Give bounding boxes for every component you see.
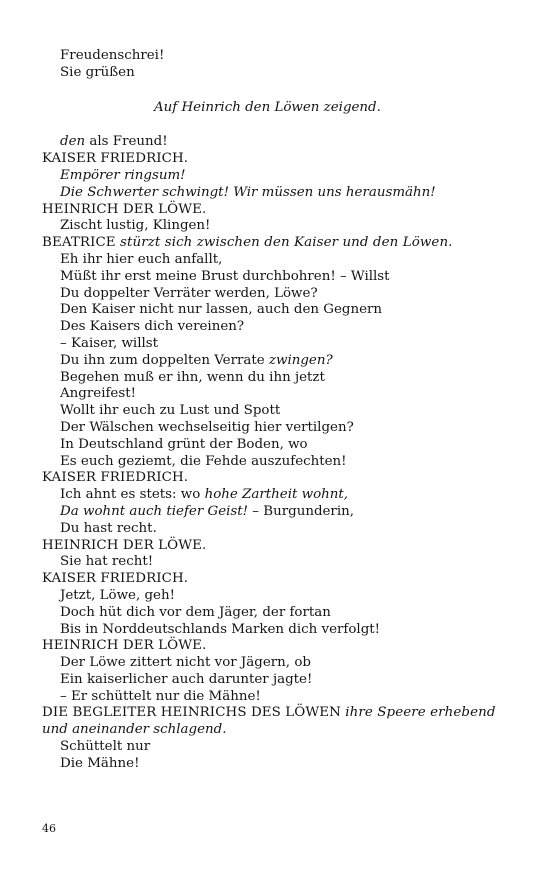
verse-line (42, 756, 512, 773)
text-span: Die Mähne! (60, 755, 140, 771)
verse-line (42, 672, 512, 689)
text-span: Wollt ihr euch zu Lust und Spott (60, 403, 281, 419)
verse-line (42, 386, 512, 403)
text-span: Doch hüt dich vor dem Jäger, der fortan (60, 604, 331, 620)
verse-line (42, 622, 512, 639)
verse-line (42, 370, 512, 387)
verse-line (42, 437, 512, 454)
text-span: HEINRICH DER LÖWE. (42, 638, 207, 654)
verse-line (42, 605, 512, 622)
text-span: Freudenschrei! (60, 48, 165, 63)
speaker-line (42, 571, 512, 588)
text-span: – Kaiser, willst (60, 335, 159, 351)
text-span: HEINRICH DER LÖWE. (42, 537, 207, 553)
verse-line (42, 588, 512, 605)
text-span: Sie grüßen (60, 64, 135, 80)
verse-line (42, 269, 512, 286)
speaker-line (42, 470, 512, 487)
speaker-line (42, 151, 512, 168)
verse-line (42, 521, 512, 538)
text-span: Ich ahnt es stets: wo (60, 487, 205, 503)
text-span: Des Kaisers dich vereinen? (60, 319, 245, 335)
verse-line (42, 689, 512, 706)
text-span: Der Löwe zittert nicht vor Jägern, ob (60, 655, 311, 671)
speaker-line (42, 638, 512, 655)
verse-line (42, 185, 512, 202)
verse-line (42, 487, 512, 504)
verse-line (42, 655, 512, 672)
text-span: Du doppelter Verräter werden, Löwe? (60, 285, 318, 301)
text-span: Zischt lustig, Klingen! (60, 218, 211, 234)
verse-line (42, 504, 512, 521)
text-span: Müßt ihr erst meine Brust durchbohren! – Willst (60, 268, 390, 284)
verse-line (42, 554, 512, 571)
verse-line (42, 168, 512, 185)
verse-line (42, 286, 512, 303)
stage-direction (42, 100, 512, 117)
page-number: 46 (42, 822, 56, 835)
speaker-line (42, 538, 512, 555)
italic-text: und aneinander schlagend. (42, 722, 227, 738)
text-span: Den Kaiser nicht nur lassen, auch den Gegnern (60, 302, 383, 318)
text-span: KAISER FRIEDRICH. (42, 151, 189, 167)
text-span: KAISER FRIEDRICH. (42, 470, 189, 486)
speaker-line (42, 705, 512, 722)
text-span: – Burgunderin, (248, 503, 355, 519)
text-span: Schüttelt nur (60, 739, 151, 755)
verse-line (42, 403, 512, 420)
italic-text: zwingen? (268, 352, 333, 368)
verse-line (42, 739, 512, 756)
italic-text: Da wohnt auch tiefer Geist! (60, 503, 249, 519)
italic-text: ihre Speere erhebend (345, 705, 496, 721)
verse-line (42, 319, 512, 336)
verse-line (42, 48, 512, 65)
drama-text-page (42, 48, 512, 773)
text-span: Eh ihr hier euch anfallt, (60, 251, 223, 267)
text-span: BEATRICE (42, 235, 121, 251)
verse-line (42, 65, 512, 82)
verse-line (42, 454, 512, 471)
verse-line (42, 336, 512, 353)
verse-line (42, 218, 512, 235)
verse-line (42, 302, 512, 319)
text-span: Es euch geziemt, die Fehde auszufechten! (60, 453, 347, 469)
italic-text: Die Schwerter schwingt! Wir müssen uns herausmähn! (60, 184, 436, 200)
text-span: Du hast recht. (60, 520, 157, 536)
text-span: HEINRICH DER LÖWE. (42, 201, 207, 217)
text-span: Bis in Norddeutschlands Marken dich verfolgt! (60, 621, 381, 637)
text-span: In Deutschland grünt der Boden, wo (60, 436, 308, 452)
text-span: Der Wälschen wechselseitig hier vertilgen? (60, 419, 354, 435)
verse-line (42, 420, 512, 437)
text-span: als Freund! (85, 134, 168, 150)
text-span: Angreifest! (60, 386, 136, 402)
text-span: Begehen muß er ihn, wenn du ihn jetzt (60, 369, 325, 385)
verse-line (42, 134, 512, 151)
speaker-line (42, 235, 512, 252)
text-span: – Er schüttelt nur die Mähne! (60, 688, 261, 704)
text-span: Auf Heinrich den Löwen zeigend. (154, 99, 381, 115)
stage-direction-continued (42, 722, 512, 739)
italic-text: den (60, 134, 86, 150)
text-span: Sie hat recht! (60, 554, 154, 570)
text-span: Du ihn zum doppelten Verrate (60, 352, 269, 368)
text-span: KAISER FRIEDRICH. (42, 571, 189, 587)
text-span: Ein kaiserlicher auch darunter jagte! (60, 671, 313, 687)
italic-text: stürzt sich zwischen den Kaiser und den Löwen. (120, 235, 453, 251)
italic-text: Empörer ringsum! (60, 167, 186, 183)
italic-text: hohe Zartheit wohnt, (204, 487, 349, 503)
speaker-line (42, 202, 512, 219)
text-span: Jetzt, Löwe, geh! (60, 587, 175, 603)
text-span: DIE BEGLEITER HEINRICHS DES LÖWEN (42, 705, 346, 721)
verse-line (42, 252, 512, 269)
verse-line (42, 353, 512, 370)
